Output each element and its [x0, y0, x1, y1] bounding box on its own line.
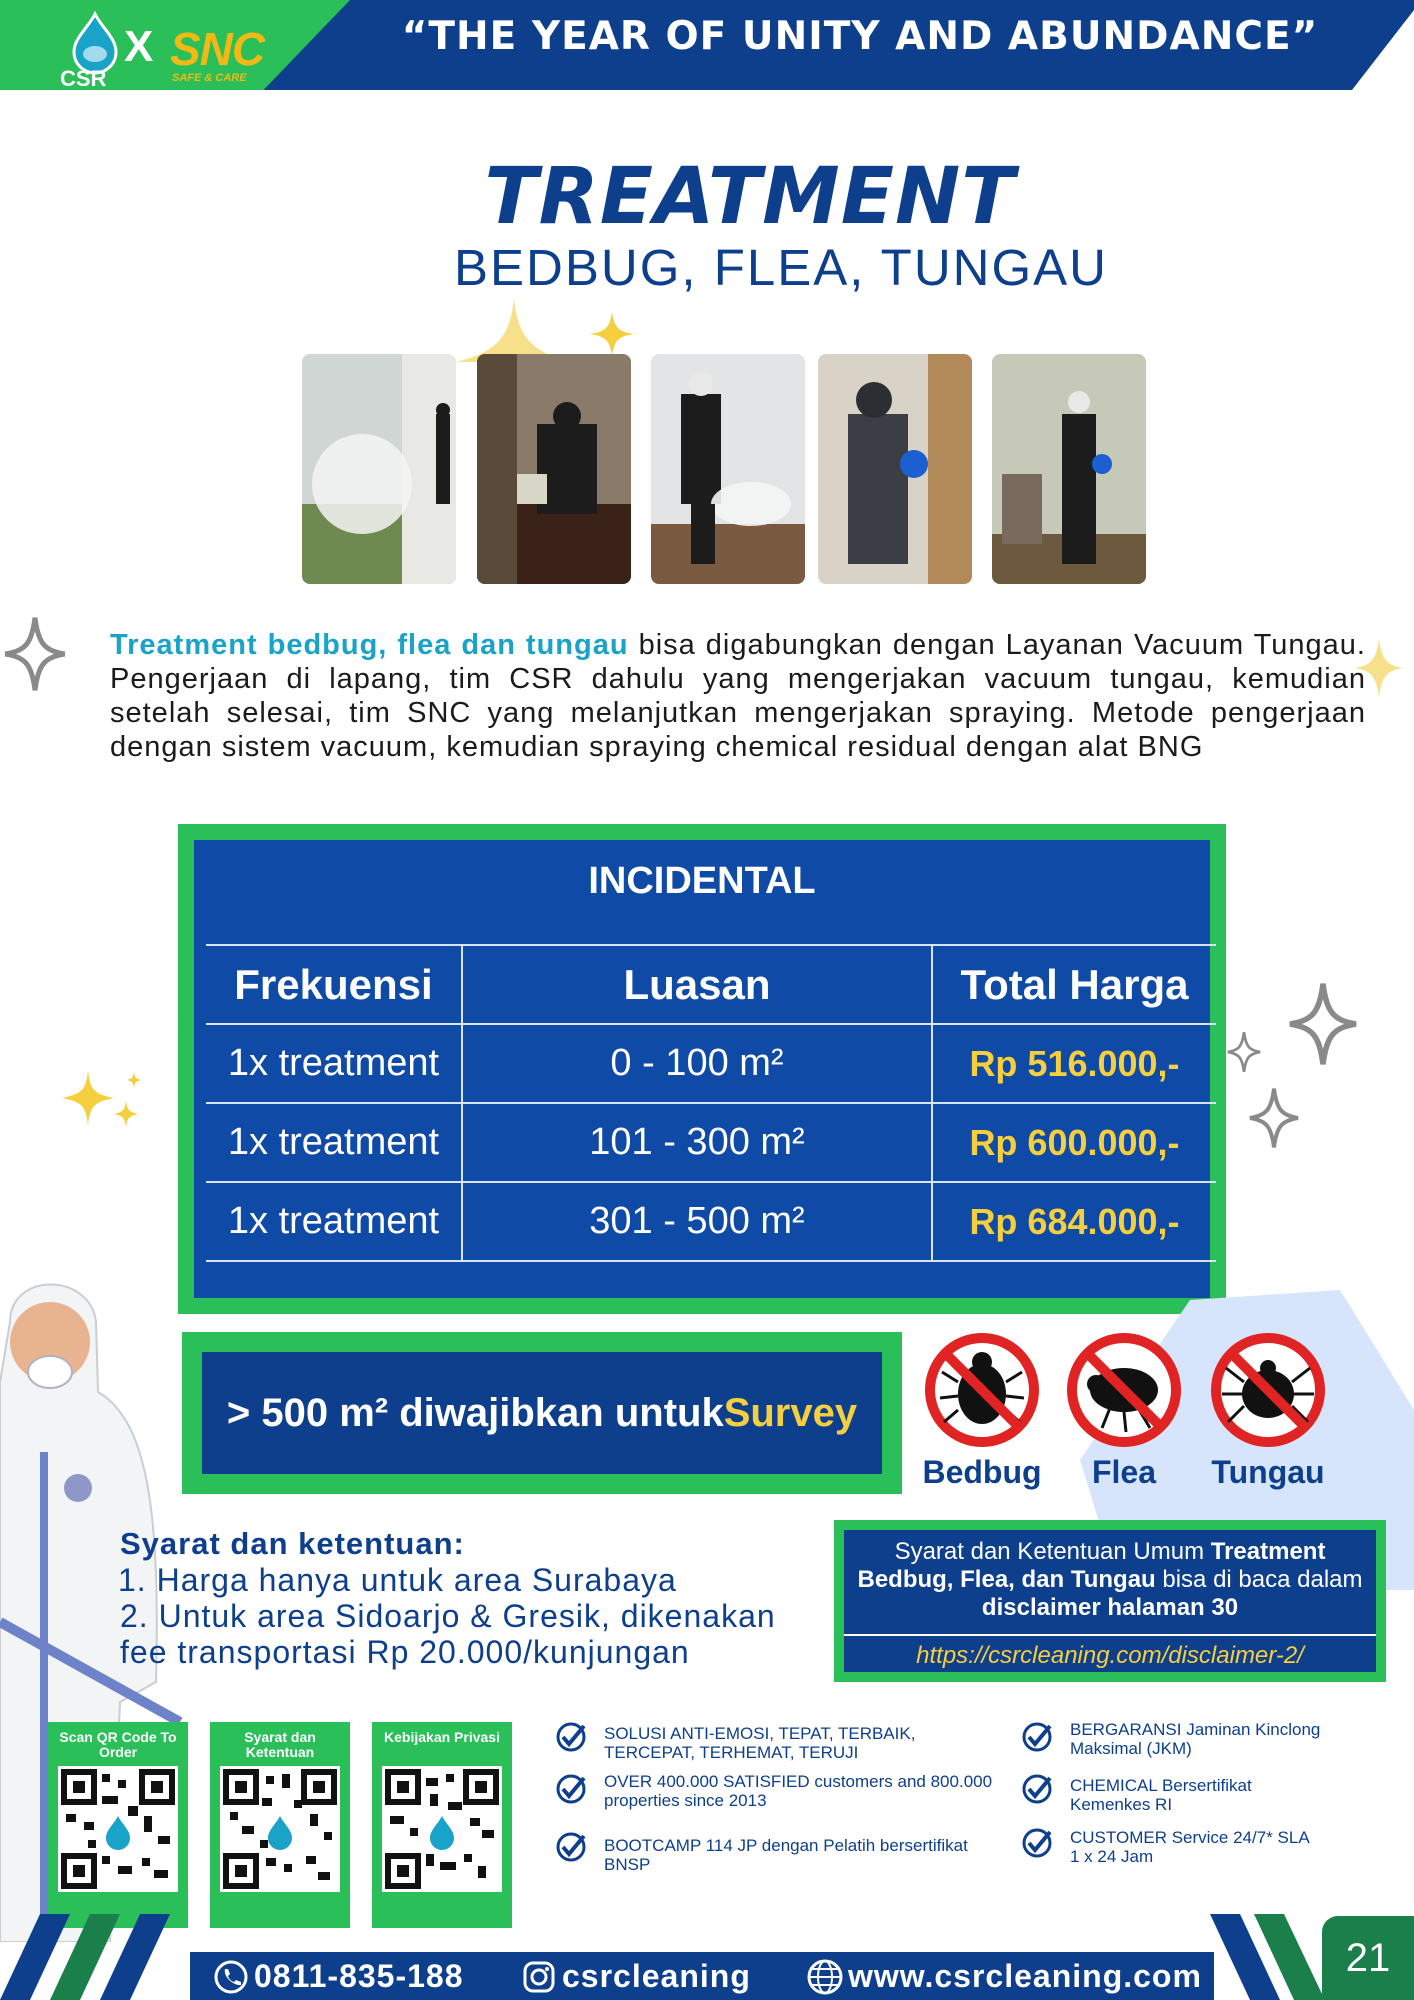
feature-bullet: BERGARANSI Jaminan Kinclong Maksimal (JKM)	[1070, 1720, 1321, 1758]
survey-notice	[182, 1332, 902, 1494]
qr-code-icon[interactable]	[58, 1766, 178, 1892]
column-header-frequency: Frekuensi	[206, 945, 462, 1024]
sparkle-outline-icon	[1246, 1086, 1302, 1150]
survey-highlight: Survey	[723, 1390, 858, 1435]
terms-item: 1. Harga hanya untuk area Surabaya	[118, 1562, 677, 1598]
sparkle-outline-icon	[2, 614, 68, 694]
sparkle-icon	[590, 312, 634, 356]
price-table-title: INCIDENTAL	[588, 860, 816, 902]
check-badge-icon	[1020, 1826, 1054, 1860]
column-header-area: Luasan	[462, 945, 932, 1024]
table-header-row	[206, 945, 1216, 1024]
qr-privacy-card[interactable]	[372, 1722, 512, 1928]
sparkle-icon	[456, 298, 572, 362]
qr-label: Scan QR Code To Order	[59, 1729, 177, 1760]
sparkle-outline-icon	[1284, 980, 1362, 1068]
footer-stripes-right	[1210, 1914, 1322, 2000]
pest-label-flea: Flea	[1091, 1454, 1157, 1490]
table-row	[206, 1182, 1216, 1261]
feature-bullet: CHEMICAL Bersertifikat Kemenkes RI	[1070, 1776, 1252, 1814]
footer-phone[interactable]: 0811-835-188	[254, 1958, 464, 1994]
disclaimer-link[interactable]: https://csrcleaning.com/disclaimer-2/	[844, 1634, 1376, 1670]
qr-order-card[interactable]	[48, 1722, 188, 1928]
photo-room-spraying	[992, 354, 1146, 584]
check-badge-icon	[554, 1720, 588, 1754]
check-badge-icon	[554, 1772, 588, 1806]
qr-code-icon[interactable]	[382, 1766, 502, 1892]
table-row	[206, 1024, 1216, 1103]
snc-logo-tagline: SAFE & CARE	[172, 72, 247, 84]
sparkle-icon	[60, 1064, 144, 1136]
instagram-icon	[522, 1960, 556, 1994]
cell-frequency: 1x treatment	[206, 1024, 462, 1103]
check-badge-icon	[554, 1830, 588, 1864]
survey-notice-inner	[202, 1352, 882, 1474]
disclaimer-text-2: bisa di baca dalam	[1155, 1566, 1363, 1593]
sparkle-outline-icon	[1226, 1030, 1262, 1074]
qr-code-icon[interactable]	[220, 1766, 340, 1892]
terms-heading: Syarat dan ketentuan:	[120, 1526, 465, 1561]
column-header-price: Total Harga	[932, 945, 1216, 1024]
page-title: TREATMENT	[484, 152, 1016, 242]
disclaimer-bold-2: disclaimer halaman 30	[981, 1594, 1239, 1621]
pest-label-bedbug: Bedbug	[922, 1454, 1042, 1490]
no-bedbug-icon	[924, 1332, 1040, 1448]
header-title: “THE YEAR OF UNITY AND ABUNDANCE”	[401, 14, 1319, 59]
footer-website[interactable]: www.csrcleaning.com	[848, 1958, 1202, 1994]
page-number: 21	[1322, 1916, 1414, 2000]
table-row	[206, 1103, 1216, 1182]
page-subtitle: BEDBUG, FLEA, TUNGAU	[453, 239, 1109, 296]
cell-price: Rp 600.000,-	[932, 1103, 1216, 1182]
cell-frequency: 1x treatment	[206, 1182, 462, 1261]
footer-stripes-left	[0, 1914, 200, 2000]
photo-hazmat-spraying	[818, 354, 972, 584]
cell-area: 0 - 100 m²	[462, 1024, 932, 1103]
terms-item: 2. Untuk area Sidoarjo & Gresik, dikenakan	[120, 1598, 776, 1634]
logo-x: X	[124, 22, 154, 71]
no-mite-icon	[1210, 1332, 1326, 1448]
cell-price: Rp 684.000,-	[932, 1182, 1216, 1261]
survey-text: > 500 m² diwajibkan untuk	[226, 1390, 724, 1435]
globe-icon	[806, 1958, 844, 1996]
photo-indoor-treatment	[477, 354, 631, 584]
feature-bullet: SOLUSI ANTI-EMOSI, TEPAT, TERBAIK, TERCEPAT, TERHEMAT, TERUJI	[604, 1724, 916, 1762]
feature-bullet: BOOTCAMP 114 JP dengan Pelatih bersertifikat BNSP	[604, 1836, 968, 1874]
photo-fogging-garden	[302, 354, 456, 584]
footer-instagram[interactable]: csrcleaning	[562, 1958, 751, 1994]
photo-spraying-outdoor	[651, 354, 805, 584]
cell-frequency: 1x treatment	[206, 1103, 462, 1182]
disclaimer-text-1: Syarat dan Ketentuan Umum	[894, 1538, 1211, 1565]
feature-bullet: CUSTOMER Service 24/7* SLA 1 x 24 Jam	[1070, 1828, 1309, 1866]
intro-paragraph	[110, 628, 1366, 764]
qr-terms-card[interactable]	[210, 1722, 350, 1928]
pest-label-tungau: Tungau	[1211, 1454, 1325, 1490]
disclaimer-text	[844, 1530, 1376, 1622]
price-table-card	[178, 824, 1226, 1314]
phone-icon	[214, 1960, 248, 1994]
check-badge-icon	[1020, 1772, 1054, 1806]
cell-area: 101 - 300 m²	[462, 1103, 932, 1182]
check-badge-icon	[1020, 1720, 1054, 1754]
terms-item: fee transportasi Rp 20.000/kunjungan	[120, 1634, 690, 1670]
price-table	[206, 944, 1216, 1262]
cell-area: 301 - 500 m²	[462, 1182, 932, 1261]
feature-bullet: OVER 400.000 SATISFIED customers and 800.000 properties since 2013	[604, 1772, 993, 1810]
csr-logo-text: CSR	[60, 66, 107, 91]
cell-price: Rp 516.000,-	[932, 1024, 1216, 1103]
intro-text: bisa digabungkan dengan Layanan Vacuum Tungau. Pengerjaan di lapang, tim CSR dahulu yang mengerjakan vacuum tungau, kemudian setelah selesai, tim SNC yang melanjutkan mengerjakan spraying. Metode pengerjaan dengan sistem vacuum, kemudian spraying chemical residual dengan alat BNG	[110, 629, 1366, 763]
disclaimer-box	[834, 1520, 1386, 1682]
disclaimer-inner	[844, 1530, 1376, 1672]
intro-highlight: Treatment bedbug, flea dan tungau	[110, 629, 629, 661]
no-flea-icon	[1066, 1332, 1182, 1448]
snc-logo: SNC	[170, 23, 265, 75]
qr-label: Kebijakan Privasi	[384, 1729, 500, 1745]
qr-label: Syarat dan Ketentuan	[244, 1729, 316, 1760]
disclaimer-bold-1: Treatment Bedbug, Flea, dan Tungau	[857, 1538, 1326, 1593]
